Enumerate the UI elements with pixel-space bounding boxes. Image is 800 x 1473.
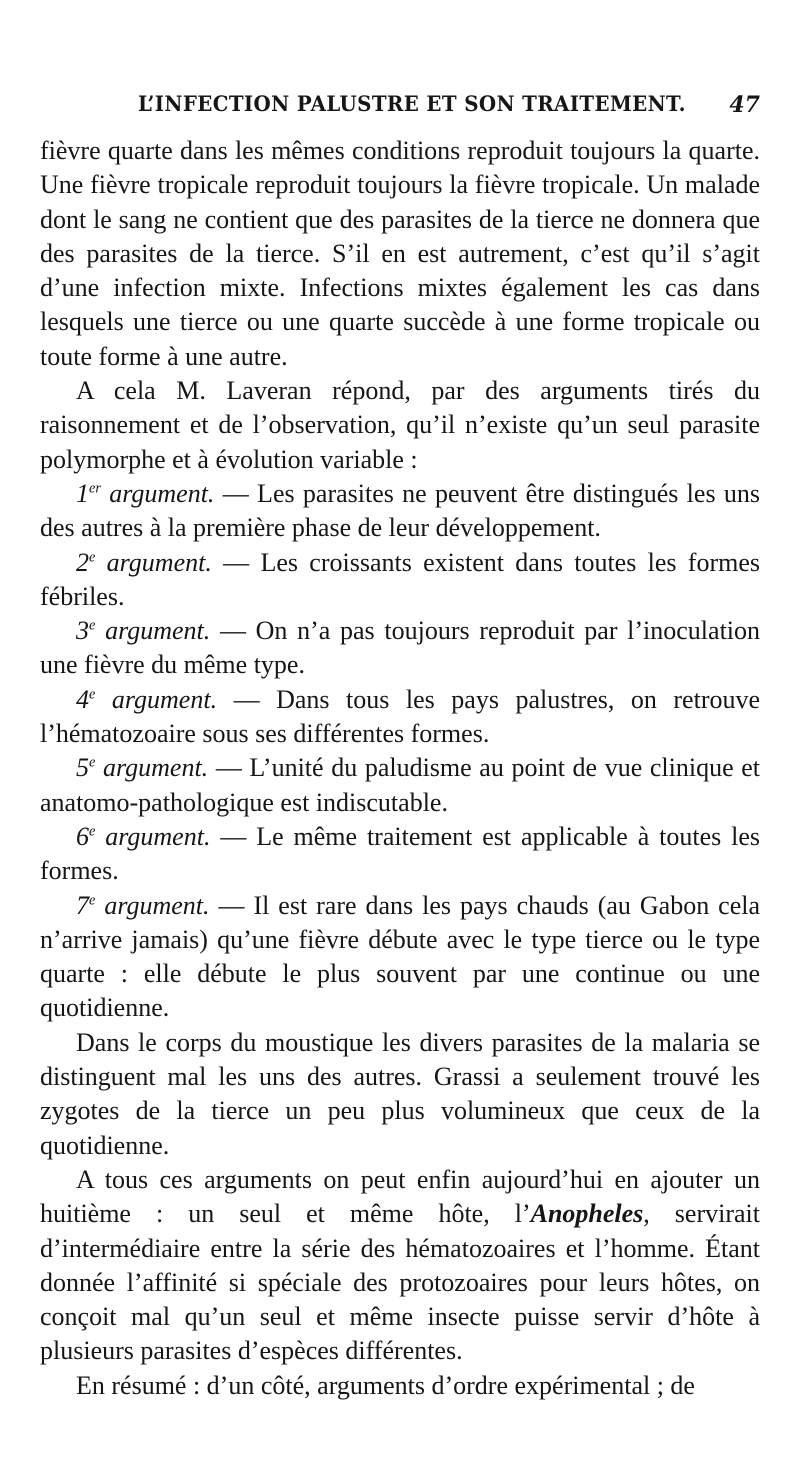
argument-label: 3e argument. bbox=[76, 616, 211, 646]
argument-label: 1er argument. bbox=[76, 478, 215, 508]
text-body bbox=[40, 134, 760, 1403]
argument-text: — L’unité du paludisme au point de vue clinique et anatomo-pathologique est indiscutable. bbox=[40, 753, 761, 817]
argument-item bbox=[40, 683, 760, 752]
argument-label: 2e argument. bbox=[76, 547, 212, 577]
running-title: L’INFECTION PALUSTRE ET SON TRAITEMENT. bbox=[138, 92, 686, 117]
argument-label: 7e argument. bbox=[76, 890, 210, 920]
argument-text: — Les parasites ne peuvent être distingués les uns des autres à la première phase de leur développement. bbox=[40, 478, 760, 543]
argument-label: 5e argument. bbox=[76, 753, 209, 783]
argument-list bbox=[40, 477, 760, 1026]
argument-item bbox=[40, 477, 760, 546]
argument-item bbox=[40, 546, 760, 615]
argument-text: — Il est rare dans les pays chauds (au Gabon cela n’arrive jamais) qu’une fièvre débute avec le type tierce ou le type quarte : elle débute le plus souvent par une continue ou une quotidienne. bbox=[40, 890, 761, 1023]
paragraph-laveran: A cela M. Laveran répond, par des arguments tirés du raisonnement et de l’observation, qu’il n’existe qu’un seul parasite polymorphe et à évolution variable : bbox=[40, 376, 760, 474]
argument-item bbox=[40, 889, 760, 1026]
argument-text: — Le même traitement est applicable à toutes les formes. bbox=[40, 821, 761, 886]
paragraph-moustique: Dans le corps du moustique les divers parasites de la malaria se distinguent mal les uns des autres. Grassi a seulement trouvé les zygotes de la tierce un peu plus volumineux que ceux de la quotidienne. bbox=[40, 1027, 760, 1160]
argument-text: — Les croissants existent dans toutes les formes fébriles. bbox=[40, 547, 761, 611]
argument-label: 4e argument. bbox=[76, 684, 218, 714]
argument-item bbox=[40, 751, 760, 820]
argument-text: — On n’a pas toujours reproduit par l’inoculation une fièvre du même type. bbox=[40, 616, 761, 680]
paragraph-huitieme: A tous ces arguments on peut enfin aujourd’hui en ajouter un huitième : un seul et même hôte, l’Anopheles, servirait d’intermédiaire entre la série des hématozoaires et l’homme. Étant donnée l’affinité si spéciale des protozoaires pour leurs hôtes, on conçoit mal qu’un seul et même insecte puisse servir d’hôte à plusieurs parasites d’espèces différentes. bbox=[40, 1164, 760, 1366]
page-header bbox=[40, 92, 760, 132]
paragraph-resume: En résumé : d’un côté, arguments d’ordre expérimental ; de bbox=[76, 1370, 695, 1400]
anopheles-term: Anopheles bbox=[530, 1199, 644, 1229]
page-number: 47 bbox=[729, 92, 760, 118]
argument-label: 6e argument. bbox=[76, 821, 211, 851]
argument-item bbox=[40, 820, 760, 889]
paragraph-continuation: fièvre quarte dans les mêmes conditions reproduit toujours la quarte. Une fièvre tropicale reproduit toujours la fièvre tropicale. Un malade dont le sang ne contient que des parasites de la tierce ne donnera que des parasites de la tierce. S’il en est autrement, c’est qu’il s’agit d’une infection mixte. Infections mixtes également les cas dans lesquels une tierce ou une quarte succède à une forme tropicale ou toute forme à une autre. bbox=[40, 136, 760, 371]
argument-item bbox=[40, 614, 760, 683]
argument-text: — Dans tous les pays palustres, on retrouve l’hématozoaire sous ses différentes formes. bbox=[40, 684, 761, 749]
